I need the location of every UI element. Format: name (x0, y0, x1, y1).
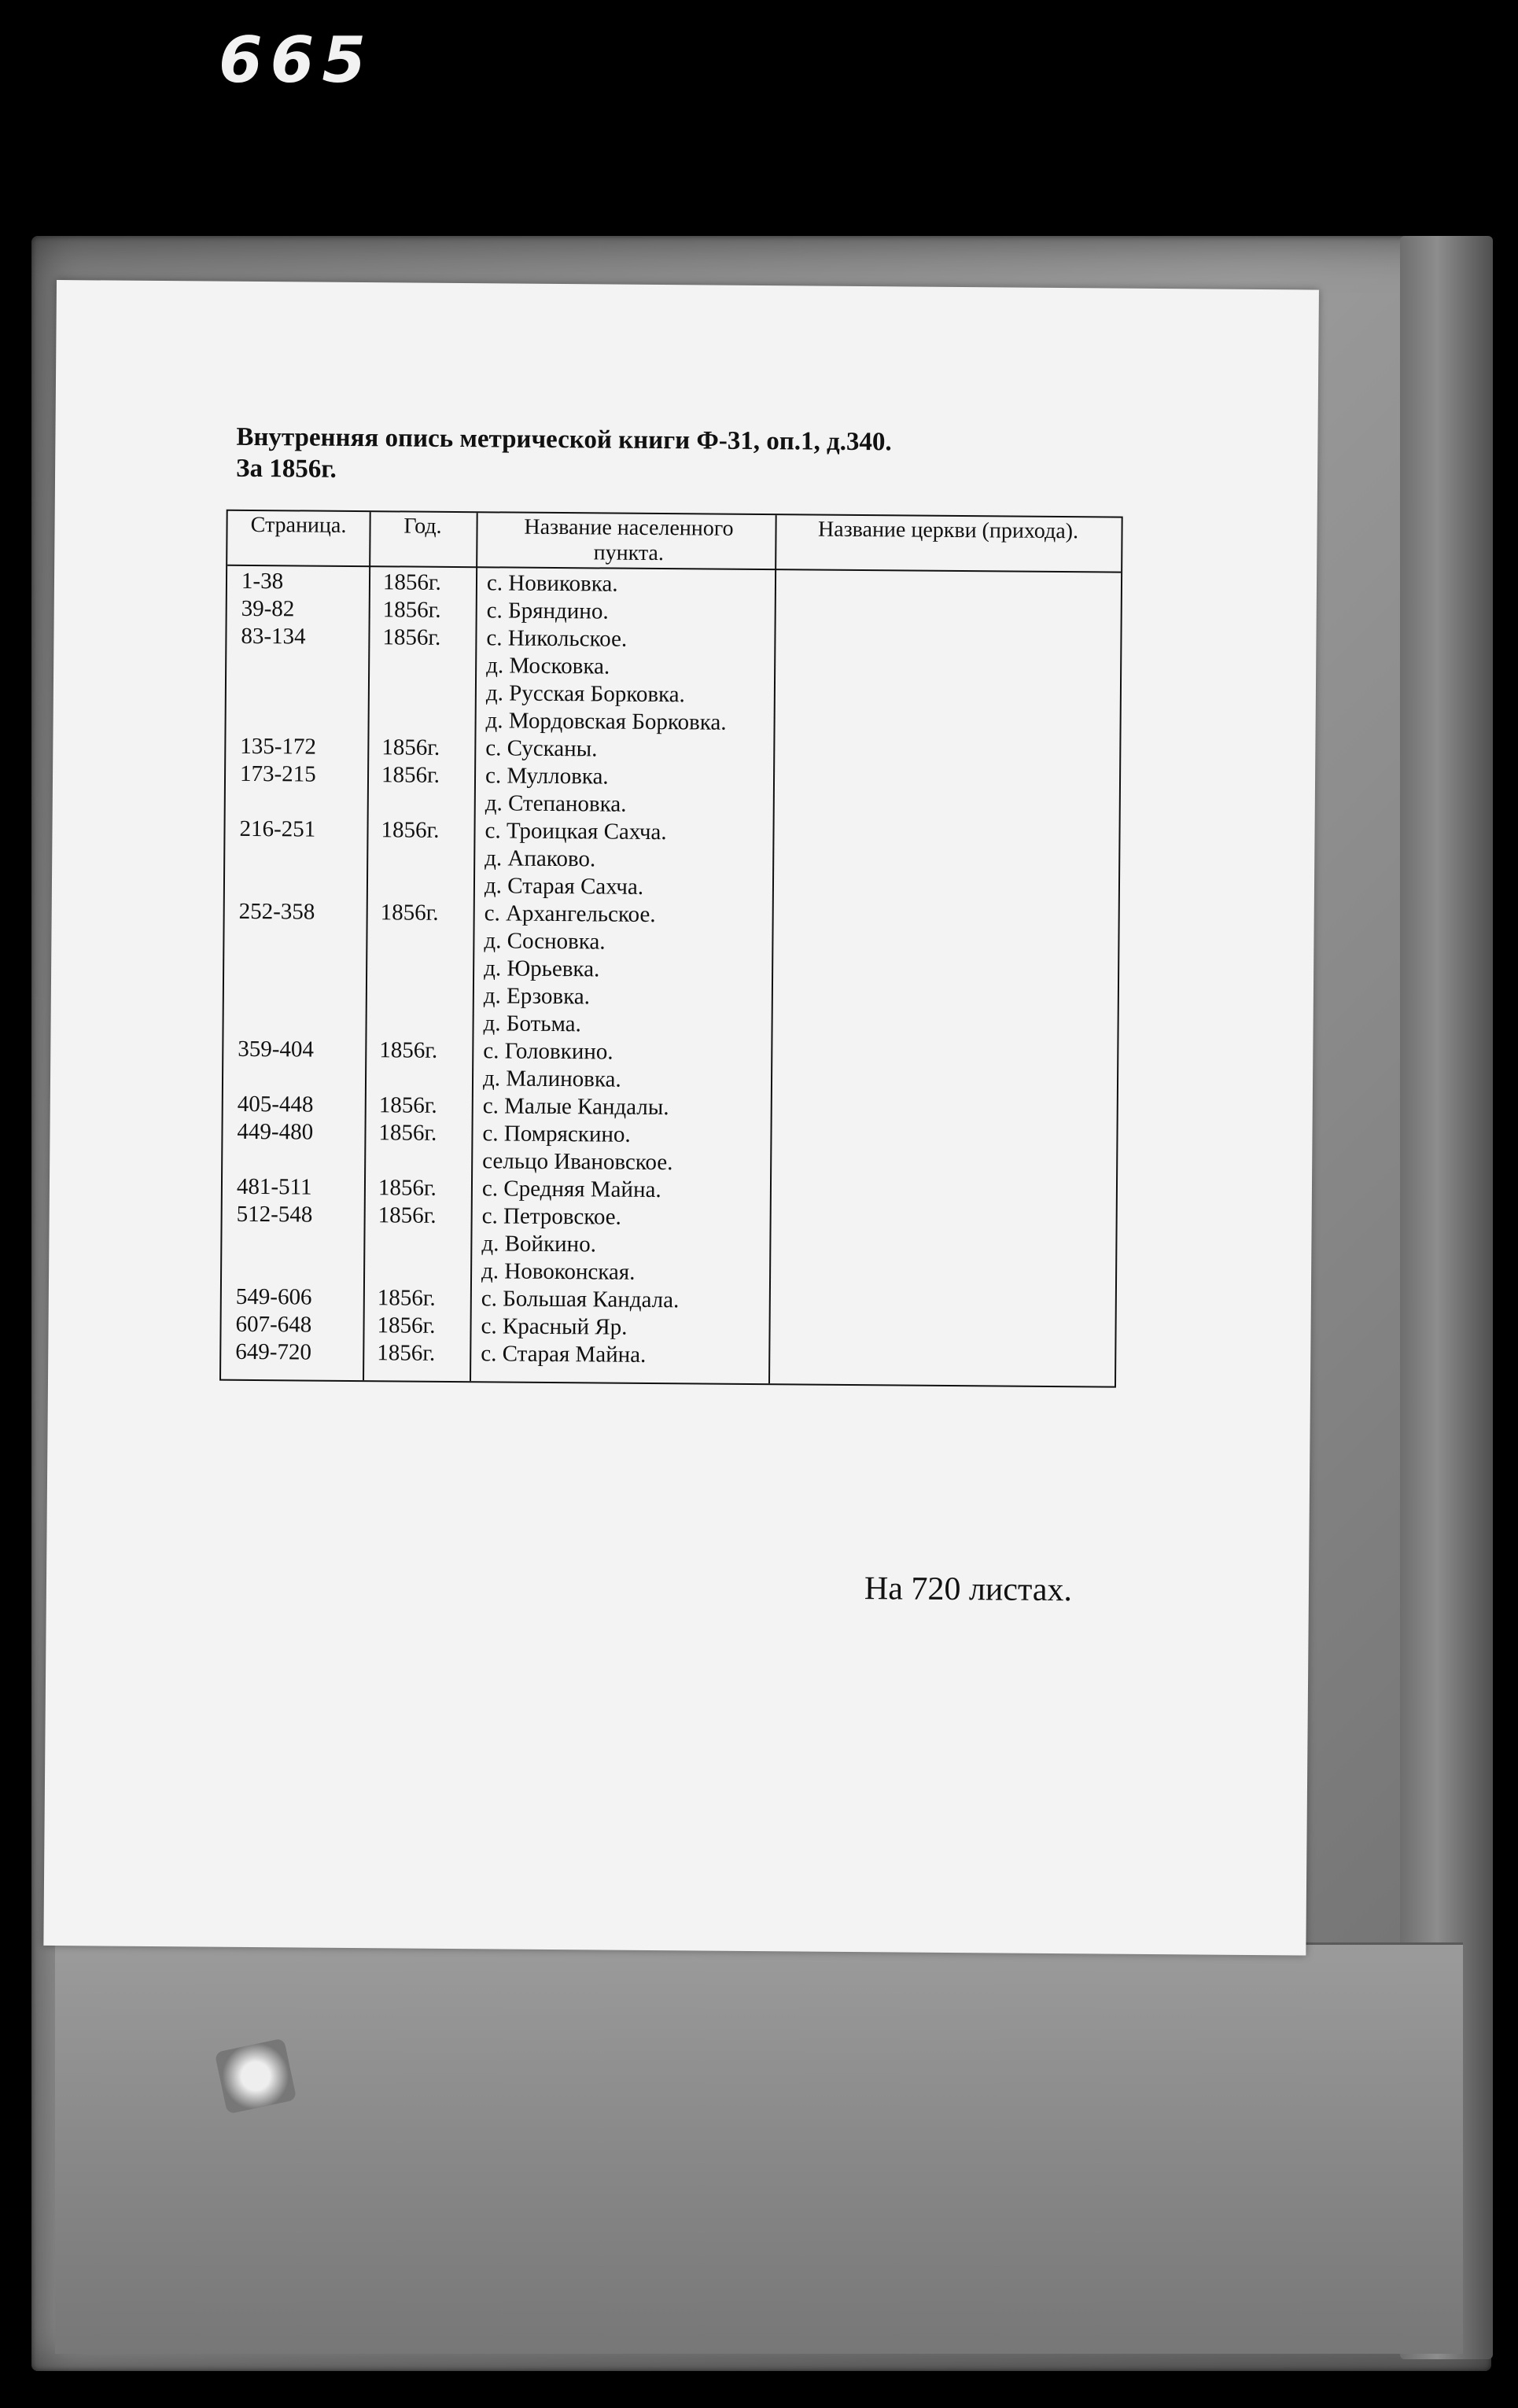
year-cell: 1856г. (381, 817, 440, 843)
settlement-cell: с. Троицкая Сахча. (485, 818, 667, 845)
settlement-cell: д. Сосновка. (484, 928, 606, 955)
settlement-cell: с. Головкино. (483, 1038, 613, 1065)
settlement-cell: д. Русская Борковка. (485, 680, 685, 708)
settlement-cell: с. Бряндино. (486, 598, 609, 624)
settlement-cell: д. Мордовская Борковка. (485, 708, 727, 735)
settlement-cell: д. Апаково. (485, 845, 596, 872)
page-cell: 607-648 (235, 1311, 312, 1338)
year-cell: 1856г. (378, 1092, 437, 1118)
archive-number: 665 (219, 24, 374, 97)
settlement-cell: д. Ботьма. (483, 1011, 581, 1037)
page-cell: 1-38 (241, 568, 284, 595)
settlement-cell: с. Старая Майна. (481, 1341, 647, 1368)
settlement-cell: д. Малиновка. (482, 1066, 621, 1092)
settlement-cell: д. Московка. (486, 653, 610, 679)
page-cell: 405-448 (237, 1091, 314, 1117)
page-cell: 481-511 (236, 1173, 312, 1200)
folder-bottom (55, 1942, 1463, 2354)
page-cell: 649-720 (235, 1338, 312, 1365)
year-cell: 1856г. (382, 624, 441, 650)
title-line-2: За 1856г. (235, 454, 337, 484)
header-settlement: Название населенного пункта. (524, 514, 734, 566)
year-cell: 1856г. (380, 900, 439, 926)
settlement-cell: д. Войкино. (481, 1231, 597, 1257)
page-cell: 359-404 (238, 1036, 315, 1062)
page-cell: 216-251 (239, 816, 316, 842)
settlement-cell: с. Петровское. (481, 1203, 621, 1230)
year-cell: 1856г. (381, 735, 440, 760)
settlement-cell: д. Степановка. (485, 790, 627, 817)
settlement-cell: д. Ерзовка. (483, 983, 591, 1010)
year-cell: 1856г. (379, 1037, 438, 1063)
settlement-cell: с. Новиковка. (486, 570, 618, 597)
settlement-cell: с. Сусканы. (485, 735, 598, 762)
year-cell: 1856г. (381, 762, 440, 788)
page-cell: 173-215 (239, 760, 316, 787)
settlement-cell: д. Юрьевка. (484, 955, 600, 982)
year-cell: 1856г. (378, 1120, 437, 1146)
inventory-table (219, 510, 1123, 1388)
page-cell: 512-548 (236, 1201, 313, 1228)
year-cell: 1856г. (382, 569, 441, 595)
sheet-count-note: На 720 листах. (864, 1570, 1073, 1609)
year-cell: 1856г. (377, 1285, 436, 1311)
settlement-cell: с. Помряскино. (482, 1121, 631, 1147)
page-cell: 39-82 (241, 595, 295, 622)
header-year: Год. (403, 514, 442, 539)
settlement-cell: д. Новоконская. (481, 1258, 636, 1285)
settlement-cell: сельцо Ивановское. (482, 1148, 673, 1176)
settlement-cell: д. Старая Сахча. (484, 873, 644, 900)
year-cell: 1856г. (378, 1202, 437, 1228)
page-cell: 549-606 (235, 1283, 312, 1310)
year-cell: 1856г. (378, 1175, 437, 1201)
settlement-cell: с. Средняя Майна. (481, 1176, 661, 1203)
year-cell: 1856г. (377, 1313, 436, 1338)
settlement-cell: с. Большая Кандала. (481, 1286, 680, 1313)
settlement-cell: с. Малые Кандалы. (482, 1093, 669, 1121)
settlement-cell: с. Никольское. (486, 625, 628, 652)
document-title (236, 422, 892, 490)
inventory-sheet (43, 280, 1319, 1956)
settlement-cell: с. Архангельское. (484, 900, 656, 928)
header-church: Название церкви (прихода). (817, 517, 1079, 544)
header-page: Страница. (250, 512, 347, 538)
page-cell: 252-358 (238, 898, 315, 925)
page-cell: 449-480 (237, 1118, 314, 1145)
page-cell: 135-172 (240, 733, 317, 760)
page-cell: 83-134 (241, 623, 306, 650)
settlement-cell: с. Мулловка. (485, 763, 609, 790)
settlement-cell: с. Красный Яр. (481, 1313, 628, 1340)
year-cell: 1856г. (382, 597, 441, 623)
title-line-1: Внутренняя опись метрической книги Ф-31, оп.1, д.340. (236, 422, 892, 457)
year-cell: 1856г. (377, 1340, 436, 1366)
